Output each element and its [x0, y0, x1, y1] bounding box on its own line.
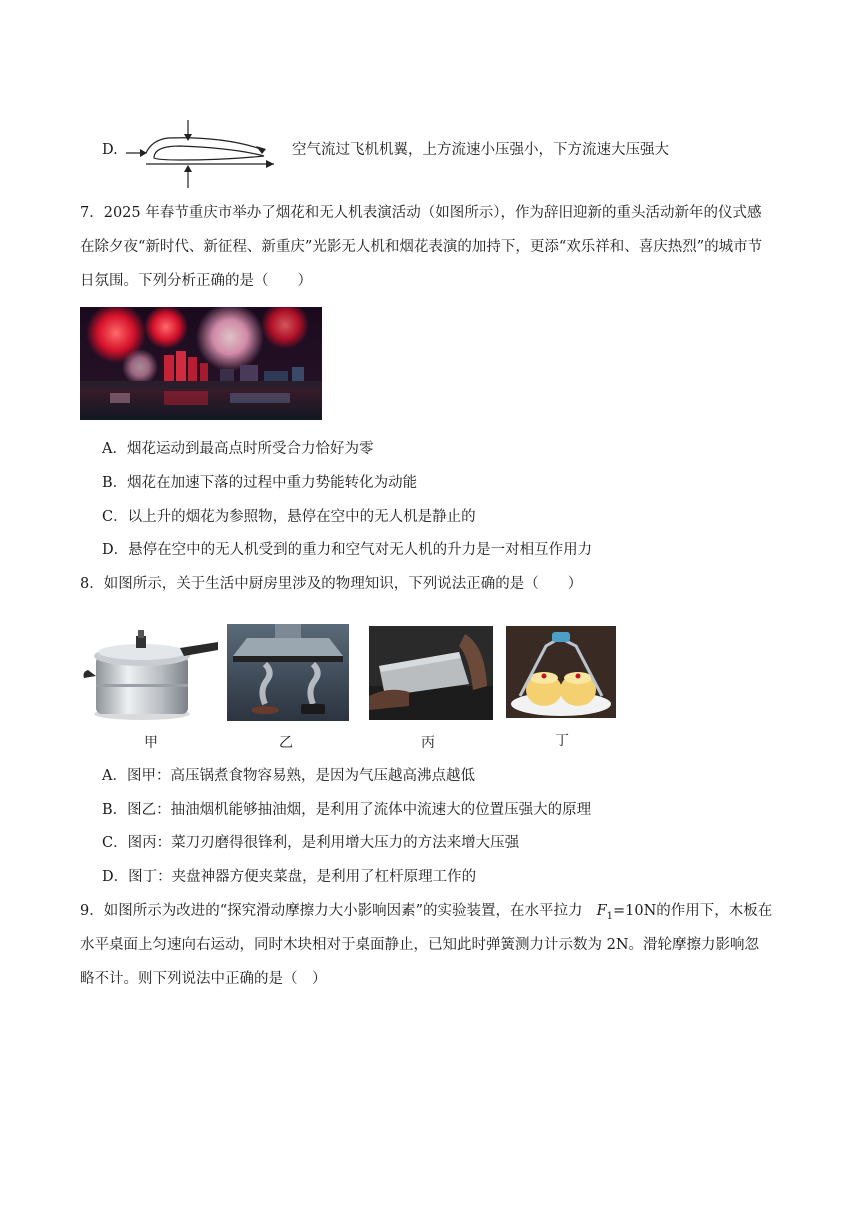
knife-sharpening-photo — [369, 626, 493, 720]
q7-line-3: 日氛围。下列分析正确的是（ ） — [80, 273, 312, 289]
q8-option-c: C．图丙：菜刀刃磨得很锋利，是利用增大压力的方法来增大压强 — [102, 835, 520, 851]
formula-force-symbol: F — [596, 903, 607, 919]
q7-option-c: C．以上升的烟花为参照物，悬停在空中的无人机是静止的 — [102, 509, 476, 525]
plate-clip-photo — [506, 626, 616, 718]
q8-option-a: A．图甲：高压锅煮食物容易熟，是因为气压越高沸点越低 — [102, 768, 475, 784]
formula-subscript: 1 — [606, 910, 613, 922]
caption-ding: 丁 — [555, 733, 569, 749]
q9-line-1 — [80, 901, 772, 927]
q9-line-3: 略不计。则下列说法中正确的是（ ） — [80, 971, 327, 987]
q7-line-2: 在除夕夜“新时代、新征程、新重庆”光影无人机和烟花表演的加持下，更添“欢乐祥和、喜庆热烈”的城市节 — [80, 239, 763, 255]
caption-yi: 乙 — [279, 735, 293, 751]
q8-option-d: D．图丁：夹盘神器方便夹菜盘，是利用了杠杆原理工作的 — [102, 869, 477, 885]
airfoil-diagram — [124, 118, 284, 190]
caption-bing: 丙 — [421, 735, 435, 751]
q9-line-2: 水平桌面上匀速向右运动，同时木块相对于桌面静止，已知此时弹簧测力计示数为 2N。滑轮摩擦力影响忽 — [80, 937, 760, 953]
q7-option-a: A．烟花运动到最高点时所受合力恰好为零 — [102, 441, 374, 457]
option-d-text: 空气流过飞机机翼，上方流速小压强小，下方流速大压强大 — [292, 142, 669, 158]
pressure-cooker-photo — [80, 624, 220, 724]
q7-line-1: 7．2025 年春节重庆市举办了烟花和无人机表演活动（如图所示），作为辞旧迎新的重头活动新年的仪式感 — [80, 205, 762, 221]
q9-line-1-a: 9．如图所示为改进的“探究滑动摩擦力大小影响因素”的实验装置，在水平拉力 — [80, 903, 583, 919]
caption-jia: 甲 — [144, 735, 158, 751]
q7-option-b: B．烟花在加速下落的过程中重力势能转化为动能 — [102, 475, 418, 491]
q8-option-b: B．图乙：抽油烟机能够抽油烟，是利用了流体中流速大的位置压强大的原理 — [102, 802, 592, 818]
q8-stem: 8．如图所示，关于生活中厨房里涉及的物理知识，下列说法正确的是（ ） — [80, 576, 583, 592]
range-hood-photo — [227, 624, 349, 721]
option-d-label: D. — [102, 142, 118, 158]
q7-option-d: D．悬停在空中的无人机受到的重力和空气对无人机的升力是一对相互作用力 — [102, 542, 593, 558]
q9-line-1-b: 的作用下，木板在 — [656, 903, 773, 919]
fireworks-photo — [80, 307, 322, 420]
formula-value: =10N — [613, 903, 657, 919]
